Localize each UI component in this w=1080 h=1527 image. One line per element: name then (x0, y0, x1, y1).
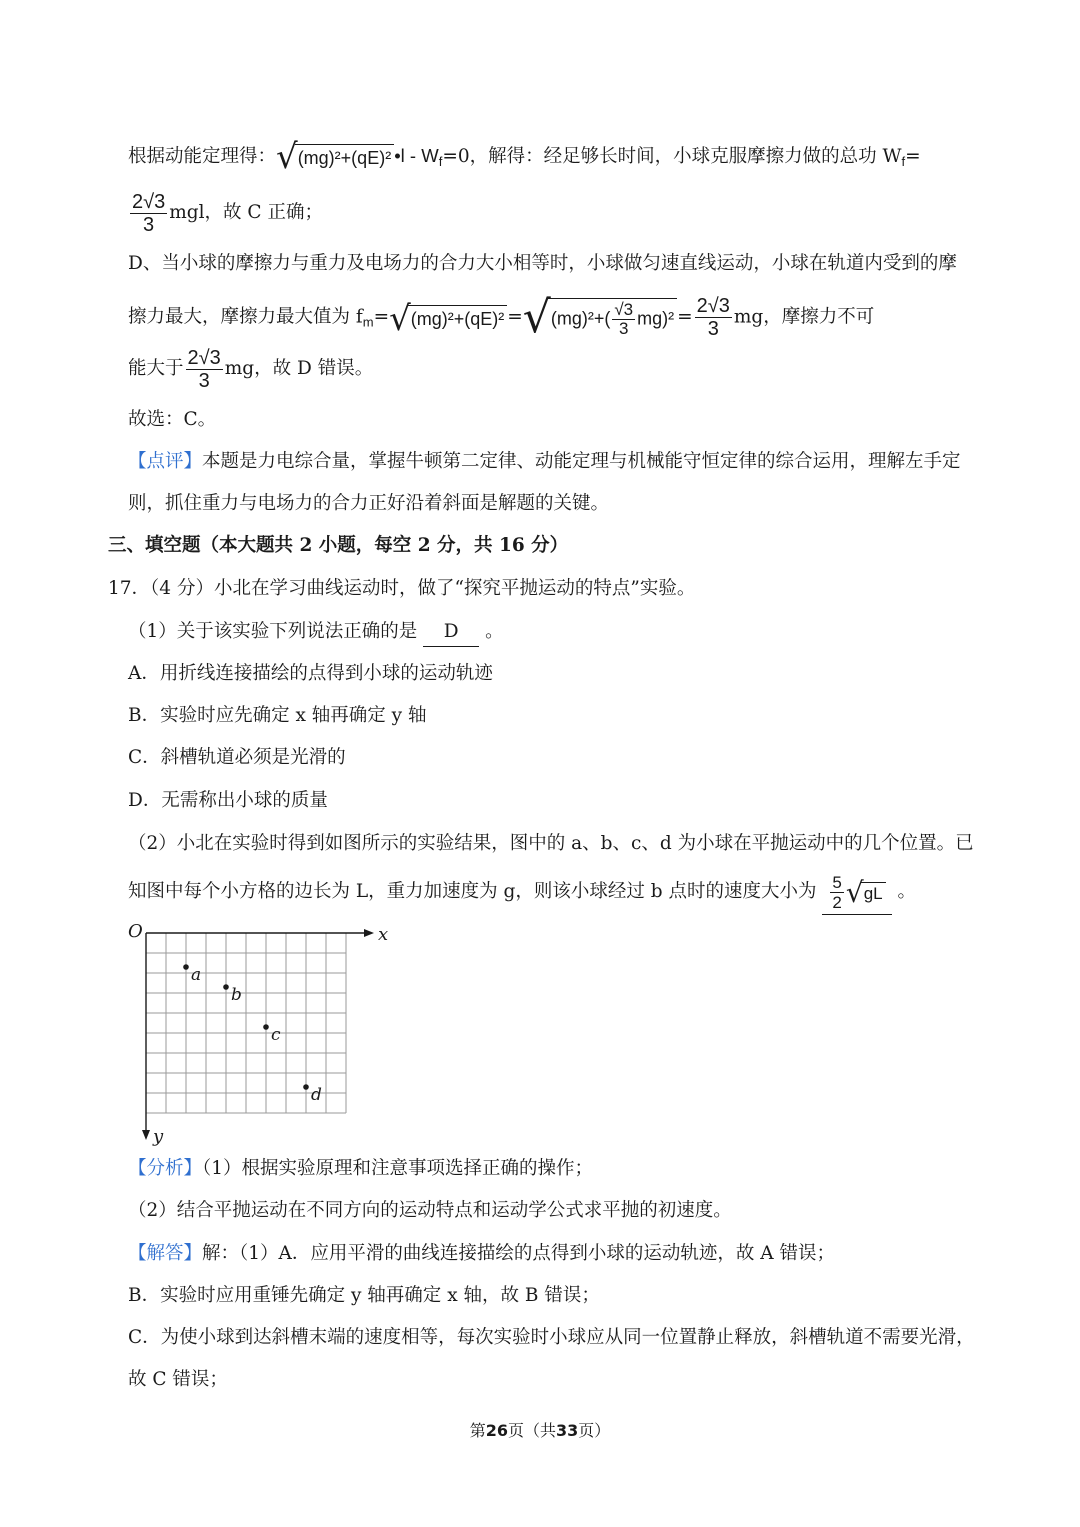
solution-line4: 故 C 错误； (128, 1369, 228, 1390)
line-cannot-exceed (128, 346, 373, 392)
solution-line1 (128, 1240, 835, 1268)
answer-blank-2 (822, 870, 891, 915)
point-label-b: b (231, 985, 242, 1005)
line-max-friction (128, 292, 875, 344)
text-prefix: 擦力最大，摩擦力最大值为 f (128, 306, 363, 328)
footer-page-number: 26 (485, 1421, 508, 1440)
footer-prefix: 第 (469, 1421, 486, 1440)
text-prefix: （1）关于该实验下列说法正确的是 (128, 621, 418, 642)
text-eq2: = (507, 306, 523, 328)
footer-suffix: 页） (578, 1421, 611, 1440)
x-axis-arrow (364, 929, 374, 937)
solution-tag: 【解答】 (128, 1243, 203, 1264)
y-axis-arrow (142, 1130, 150, 1140)
text-eq1: = (373, 306, 390, 328)
line-kinetic-energy-theorem (128, 137, 921, 177)
solution-text: 解：（1）A．应用平滑的曲线连接描绘的点得到小球的运动轨迹，故 A 错误； (202, 1243, 836, 1264)
line-option-d: D、当小球的摩擦力与重力及电场力的合力大小相等时，小球做匀速直线运动，小球在轨道内受到的摩 (128, 253, 957, 274)
question-17-part2-line2 (128, 870, 916, 915)
y-axis-label: y (153, 1126, 164, 1147)
text-mid: •l - W (394, 145, 439, 166)
fraction-num: 2√3 (187, 346, 221, 369)
fraction-sqrt3-over-3 (612, 301, 635, 338)
comment-tag: 【点评】 (128, 451, 203, 472)
question-17: 17．（4 分）小北在学习曲线运动时，做了“探究平抛运动的特点”实验。 (108, 578, 696, 599)
trajectory-point-d (303, 1084, 309, 1090)
text-prefix: 根据动能定理得： (128, 146, 277, 167)
point-label-d: d (311, 1085, 322, 1105)
fraction-den: 3 (143, 213, 155, 236)
section-heading-fill-in: 三、填空题（本大题共 2 小题，每空 2 分，共 16 分） (108, 535, 569, 556)
radical-body: (mg)²+(qE)² (408, 305, 508, 332)
page-footer (0, 1418, 1080, 1441)
footer-total-pages: 33 (556, 1421, 579, 1440)
text-end: 。 (897, 881, 917, 902)
trajectory-points (183, 964, 322, 1105)
fraction-num: 2√3 (696, 295, 730, 317)
origin-label: O (128, 921, 143, 942)
point-label-c: c (271, 1025, 281, 1045)
text-rest: mgl，故 C 正确； (169, 202, 323, 223)
option-b: B．实验时应先确定 x 轴再确定 y 轴 (128, 705, 427, 726)
text-eq: = (905, 146, 921, 167)
radical-part-a: (mg)²+( (550, 308, 611, 329)
radical-gl: √gL (846, 870, 886, 914)
fraction-2sqrt3-over-3-b (695, 295, 732, 340)
text-rest: mg，摩擦力不可 (733, 306, 875, 328)
radical-mg-sqrt3: √(mg)²+( $\frac{√3}{3}$ mg)² (523, 297, 677, 338)
subscript-f: f (438, 154, 443, 169)
trajectory-point-b (223, 984, 229, 990)
trajectory-point-c (263, 1024, 269, 1030)
option-c: C．斜槽轨道必须是光滑的 (128, 747, 346, 768)
answer-blank-1: D (423, 618, 479, 647)
fraction-den: 3 (198, 369, 210, 392)
text-prefix: 知图中每个小方格的边长为 L，重力加速度为 g，则该小球经过 b 点时的速度大小为 (128, 881, 817, 902)
fraction-num: 2√3 (132, 190, 166, 213)
trajectory-grid-figure (120, 918, 400, 1150)
point-label-a: a (191, 965, 202, 985)
fraction-den: 3 (618, 319, 629, 339)
line-wf-result (128, 190, 323, 236)
line-comment-cont: 则，抓住重力与电场力的合力正好沿着斜面是解题的关键。 (128, 493, 610, 514)
question-17-part2-line1: （2）小北在实验时得到如图所示的实验结果，图中的 a、b、c、d 为小球在平抛运动中的几个位置。已 (128, 833, 974, 854)
option-d: D．无需称出小球的质量 (128, 790, 328, 811)
radical-body: gL (861, 882, 886, 905)
fraction-num: √3 (614, 300, 634, 320)
solution-line2: B．实验时应用重锤先确定 y 轴再确定 x 轴，故 B 错误； (128, 1285, 600, 1306)
trajectory-point-a (183, 964, 189, 970)
fraction-den: 2 (832, 892, 842, 912)
analysis-tag: 【分析】 (128, 1158, 203, 1179)
line-answer-c: 故选：C。 (128, 409, 217, 430)
text-end: 。 (485, 621, 504, 642)
x-axis-label: x (378, 924, 389, 945)
analysis-line2: （2）结合平抛运动在不同方向的运动特点和运动学公式求平抛的初速度。 (128, 1200, 732, 1221)
fraction-num: 5 (832, 872, 842, 892)
text-prefix: 能大于 (128, 358, 184, 379)
fraction-5-over-2 (830, 873, 843, 912)
radical-body: (mg)²+(qE)² (295, 144, 395, 171)
text-eq3: = (677, 306, 693, 328)
line-comment (128, 448, 961, 476)
subscript-m: m (362, 314, 374, 330)
fraction-2sqrt3-over-3 (130, 191, 167, 236)
question-17-part1 (128, 618, 504, 647)
solution-line3: C．为使小球到达斜槽末端的速度相等，每次实验时小球应从同一位置静止释放，斜槽轨道不需要光滑， (128, 1327, 975, 1348)
fraction-2sqrt3-over-3-c (186, 347, 223, 392)
radical-mg-qe: √(mg)²+(qE)² (276, 140, 394, 174)
text-rest: =0，解得：经足够长时间，小球克服摩擦力做的总功 W (442, 146, 902, 167)
radical-part-b: mg)² (637, 308, 675, 329)
footer-mid: 页（共 (507, 1421, 556, 1440)
analysis-text: （1）根据实验原理和注意事项选择正确的操作； (202, 1158, 594, 1179)
radical-mg-qe-2: √(mg)²+(qE)² (389, 298, 507, 338)
option-a: A．用折线连接描绘的点得到小球的运动轨迹 (128, 663, 493, 684)
analysis-line1 (128, 1155, 593, 1183)
text-rest: mg，故 D 错误。 (224, 358, 374, 379)
comment-text: 本题是力电综合量，掌握牛顿第二定律、动能定理与机械能守恒定律的综合运用，理解左手定 (202, 451, 961, 472)
subscript-f2: f (901, 154, 906, 169)
fraction-den: 3 (707, 318, 719, 340)
